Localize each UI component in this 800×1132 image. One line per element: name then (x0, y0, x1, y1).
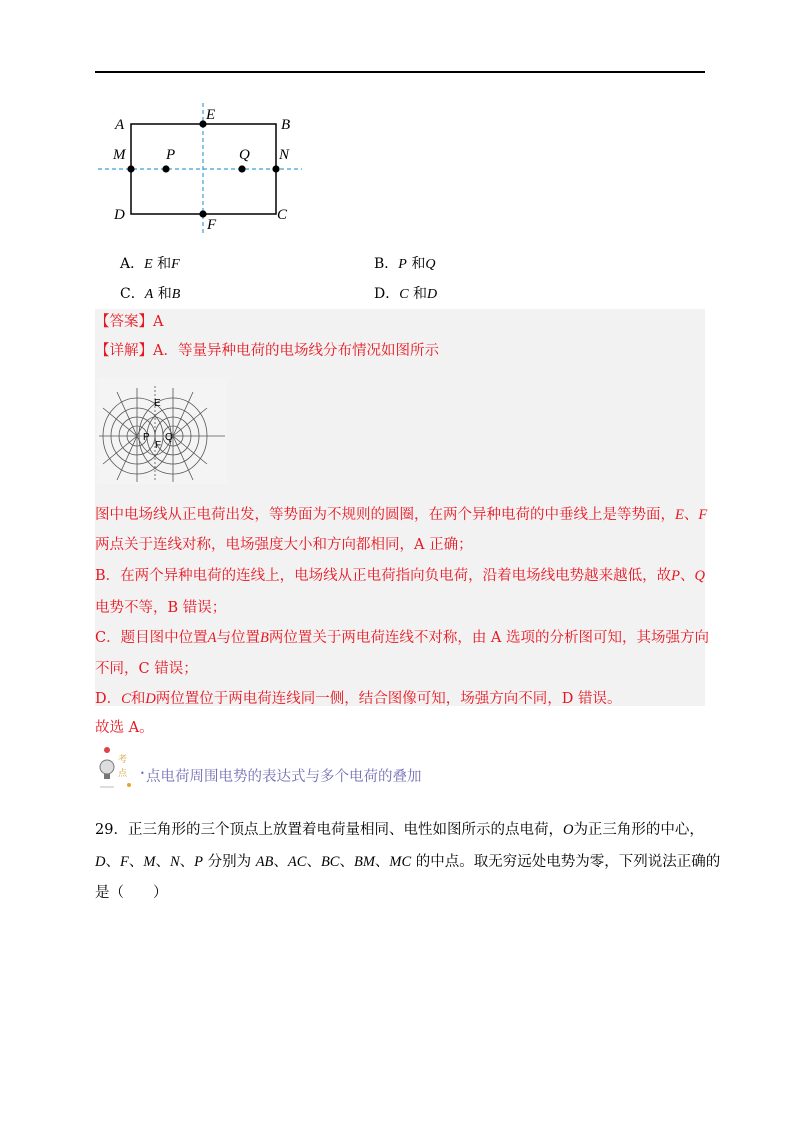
figure-label-e: E (154, 398, 161, 409)
knowledge-badge (96, 741, 138, 791)
option-b[interactable]: B．P 和Q (374, 256, 436, 272)
badge-bottom-char: 点 (118, 769, 128, 779)
detail-p2-line1: B．在两个异种电荷的连线上，电场线从正电荷指向负电荷，沿着电场线电势越来越低，故P、Q (95, 568, 705, 584)
point-p (162, 165, 169, 172)
detail-intro: 【详解】A．等量异种电荷的电场线分布情况如图所示 (95, 343, 439, 359)
header-rule (95, 71, 705, 73)
detail-p2-line2: 电势不等，B 错误； (95, 600, 227, 616)
detail-p4: D．C和D两位置位于两电荷连线同一侧，结合图像可知，场强方向不同，D 错误。 (95, 691, 622, 707)
figure-label-p: P (143, 432, 150, 443)
detail-p3-line1: C．题目图中位置A与位置B两位置关于两电荷连线不对称，由 A 选项的分析图可知，其场强方向 (95, 630, 710, 646)
badge-top-char: 考 (118, 755, 128, 765)
option-a[interactable]: A．E 和F (120, 256, 180, 272)
option-c[interactable]: C．A 和B (120, 286, 181, 302)
badge-dot: • (140, 769, 145, 778)
point-q (238, 165, 245, 172)
label-d: D (114, 207, 125, 223)
label-f: F (207, 217, 217, 233)
question-line1: 29．正三角形的三个顶点上放置着电荷量相同、电性如图所示的点电荷，O为正三角形的中心， (95, 822, 704, 838)
figure-label-f: F (155, 440, 162, 451)
answer-label: 【答案】A (95, 314, 164, 330)
point-n (272, 165, 279, 172)
point-f (199, 210, 206, 217)
conclusion: 故选 A。 (95, 720, 154, 736)
detail-p1-line2: 两点关于连线对称，电场强度大小和方向都相同，A 正确； (95, 537, 473, 553)
detail-p1-line1: 图中电场线从正电荷出发，等势面为不规则的圆圈，在两个异种电荷的中垂线上是等势面，E、F (95, 507, 708, 523)
lightbulb-icon (96, 741, 138, 791)
label-p: P (166, 147, 176, 163)
label-e: E (206, 107, 216, 123)
question-line3: 是（ ） (95, 885, 168, 901)
label-n: N (279, 147, 290, 163)
knowledge-point-text: 点电荷周围电势的表达式与多个电荷的叠加 (146, 769, 422, 785)
figure-label-q: Q (165, 432, 173, 443)
detail-p3-line2: 不同，C 错误； (95, 661, 198, 677)
field-lines-svg (97, 378, 227, 484)
question-line2: D、F、M、N、P 分别为 AB、AC、BC、BM、MC 的中点。取无穷远处电势为零，下列说法正确的 (95, 854, 721, 870)
option-d[interactable]: D．C 和D (374, 286, 438, 302)
label-c: C (277, 207, 288, 223)
label-a: A (115, 117, 125, 133)
field-lines-figure (97, 378, 227, 484)
label-m: M (113, 147, 126, 163)
rectangle-diagram (95, 100, 305, 235)
point-m (127, 165, 134, 172)
label-q: Q (239, 147, 250, 163)
label-b: B (281, 117, 291, 133)
